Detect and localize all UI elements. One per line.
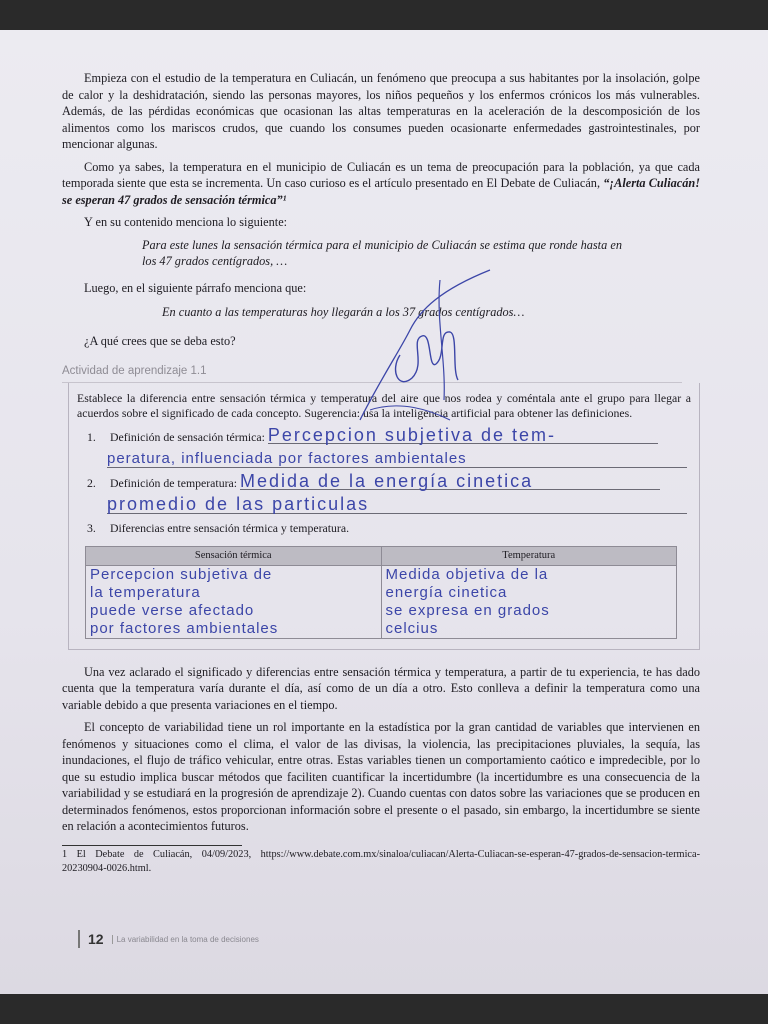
footnote: 1 El Debate de Culiacán, 04/09/2023, https://www.debate.com.mx/sinaloa/culiacan/Alerta-Culiacan-se-esperan-47-grados-de-sensacion-termica-20230904-0026.html.: [62, 848, 700, 874]
question-3-label: Diferencias entre sensación térmica y temperatura.: [109, 520, 350, 535]
cell-sensacion-line-4: por factores ambientales: [90, 619, 279, 637]
answer-2-line-1[interactable]: Medida de la energía cinetica: [240, 474, 660, 491]
quote-sensacion: Para este lunes la sensación térmica para el municipio de Culiacán se estima que ronde hasta en los 47 grados centígrados, …: [142, 237, 622, 268]
answer-2-line-2[interactable]: promedio de las particulas: [107, 497, 687, 514]
cell-sensacion-line-3: puede verse afectado: [90, 601, 255, 619]
footer-bar: [78, 930, 80, 948]
question-1-continued: [87, 451, 691, 468]
cell-sensacion-line-1: Percepcion subjetiva de: [90, 565, 273, 583]
question-1: [87, 424, 691, 446]
table-cell-sensacion[interactable]: [86, 565, 382, 638]
context-text: Como ya sabes, la temperatura en el municipio de Culiacán es un tema de preocupación para la población, ya que cada temporada siente que esta se incrementa. Un caso curioso es el artículo presentado en El Debate de Culiacán,: [62, 159, 700, 190]
table-header-temperatura: Temperatura: [381, 547, 677, 566]
cell-temperatura-line-3: se expresa en grados: [385, 601, 550, 619]
quote-temperatura: En cuanto a las temperaturas hoy llegarán a los 37 grados centígrados…: [162, 305, 525, 319]
page-content: [62, 70, 700, 876]
intro-paragraph: Empieza con el estudio de la temperatura en Culiacán, un fenómeno que preocupa a sus habitantes por la insolación, golpe de calor y la deshidratación, siendo las personas mayores, los niños pequeños y los enfermos crónicos los más vulnerables. Además, de las pérdidas económicas que ocasionan las altas temperaturas en la aceleración de la descomposición de los alimentos como los mariscos crudos, que cuando los consumes pueden ocasionarte enfermedades gastrointestinales, por mencionar algunas.: [62, 71, 700, 151]
answer-1-line-1[interactable]: Percepcion subjetiva de tem-: [268, 428, 658, 445]
question-2-number: 2.: [87, 475, 96, 490]
question-1-number: 1.: [87, 429, 96, 444]
table-header-sensacion: Sensación térmica: [86, 547, 382, 566]
answer-1-line-2[interactable]: peratura, influenciada por factores ambientales: [107, 451, 687, 468]
activity-box: [68, 383, 700, 650]
cell-sensacion-line-2: la temperatura: [90, 583, 201, 601]
question-1-label: Definición de sensación térmica:: [109, 429, 265, 444]
table-cell-temperatura[interactable]: [381, 565, 677, 638]
cell-temperatura-line-1: Medida objetiva de la: [385, 565, 549, 583]
cell-temperatura-line-2: energía cinetica: [385, 583, 508, 601]
question-3: [87, 521, 691, 537]
article-title: “¡Alerta Culiacán! se esperan 47 grados de sensación térmica”¹: [62, 176, 700, 207]
comparison-table: [85, 546, 677, 639]
page-number: 12: [88, 931, 104, 947]
variability-paragraph: El concepto de variabilidad tiene un rol importante en la estadística por la gran cantidad de variables que intervienen en fenómenos y situaciones como el clima, el valor de las divisas, la violencia, las precipitaciones pluviales, la sequía, las inundaciones, el flujo de tráfico vehicular, entre otras. Estas variables tienen un comportamiento caótico e impredecible, por lo que su estudio implica buscar métodos que faciliten cuantificar la incertidumbre (la incertidumbre es una consecuencia de la variabilidad y se estudiará en la progresión de aprendizaje 2). Cuando cuentas con datos sobre las variaciones que se producen en determinados fenómenos, estos proporcionan información sobre el presente o el pasado, sin embargo, la incertidumbre se siente en relación a acontecimientos futuros.: [62, 720, 700, 833]
activity-intro: Establece la diferencia entre sensación térmica y temperatura del aire que nos rodea y coméntala ante el grupo para llegar a acuerdos sobre el significado de cada concepto. Sugerencia: usa la inteligencia artificial para obtener las definiciones.: [77, 390, 691, 420]
question-3-number: 3.: [87, 520, 96, 535]
content-line: Y en su contenido menciona lo siguiente:: [84, 215, 288, 229]
question-2-continued: [87, 494, 691, 515]
activity-title: Actividad de aprendizaje 1.1: [62, 363, 682, 383]
context-paragraph: [62, 159, 700, 209]
question-line: ¿A qué crees que se deba esto?: [84, 333, 236, 348]
question-2-label: Definición de temperatura:: [109, 475, 238, 490]
page-footer: [78, 930, 259, 948]
next-paragraph-line: Luego, en el siguiente párrafo menciona que:: [84, 280, 307, 295]
book-title: La variabilidad en la toma de decisiones: [112, 935, 259, 944]
clarification-paragraph: Una vez aclarado el significado y diferencias entre sensación térmica y temperatura, a partir de tu experiencia, te has dado cuenta que la temperatura varía durante el día, así como de un día a otro. Esto conlleva a definir la temperatura como una variable debido a que presenta variaciones en el tiempo.: [62, 664, 700, 712]
footnote-divider: [62, 845, 242, 846]
question-2: [87, 470, 691, 492]
document-page: [0, 30, 768, 994]
cell-temperatura-line-4: celcius: [385, 619, 439, 637]
